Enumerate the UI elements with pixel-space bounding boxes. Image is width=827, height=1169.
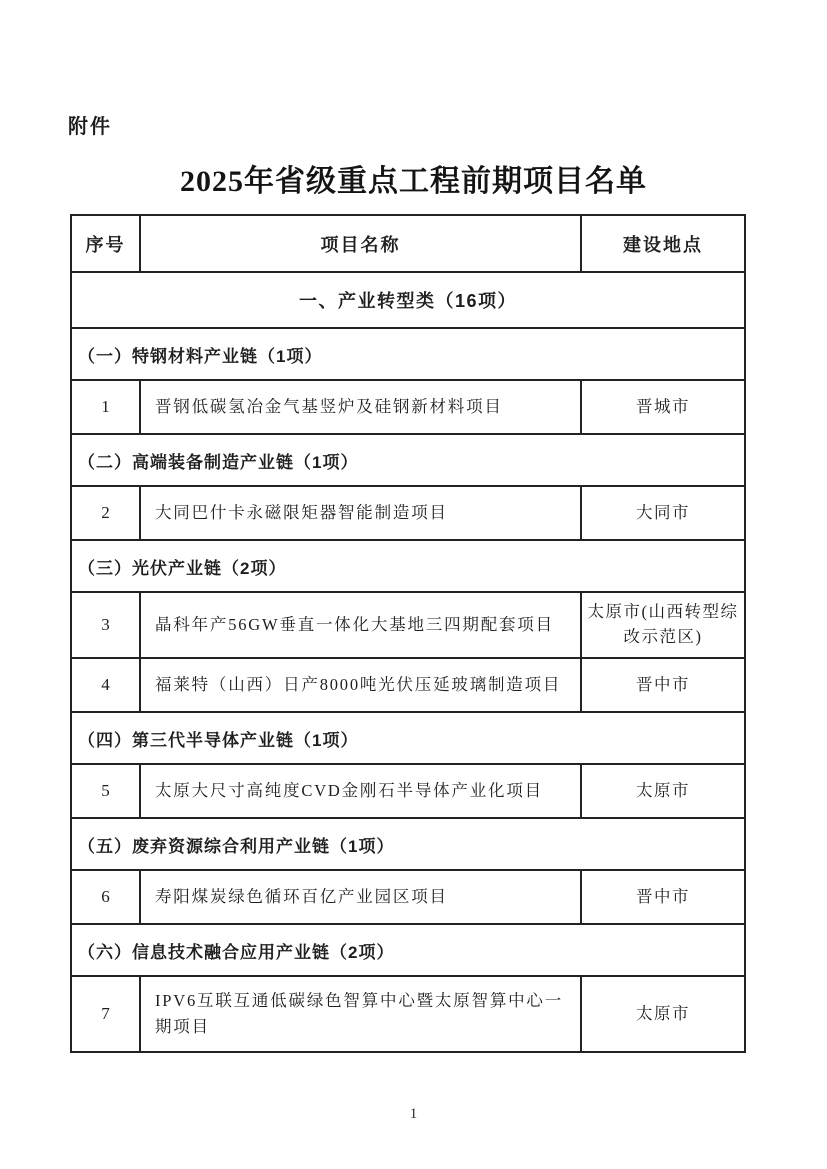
project-location: 太原市 <box>581 976 745 1052</box>
project-name: IPV6互联互通低碳绿色智算中心暨太原智算中心一期项目 <box>140 976 581 1052</box>
project-table <box>70 214 746 1053</box>
subsection-row-information-technology <box>71 924 745 976</box>
column-header-no: 序号 <box>71 215 140 272</box>
table-row <box>71 486 745 540</box>
project-location: 大同市 <box>581 486 745 540</box>
table-header-row <box>71 215 745 272</box>
project-location: 晋中市 <box>581 870 745 924</box>
project-no: 4 <box>71 658 140 712</box>
subsection-title: （五）废弃资源综合利用产业链（1项） <box>71 818 745 870</box>
subsection-row-photovoltaic <box>71 540 745 592</box>
page-title: 2025年省级重点工程前期项目名单 <box>180 165 647 198</box>
project-no: 5 <box>71 764 140 818</box>
table-row <box>71 870 745 924</box>
table-row <box>71 976 745 1052</box>
column-header-name: 项目名称 <box>140 215 581 272</box>
section-title: 一、产业转型类（16项） <box>71 272 745 328</box>
project-no: 6 <box>71 870 140 924</box>
subsection-row-semiconductor <box>71 712 745 764</box>
table-row <box>71 658 745 712</box>
table-row <box>71 764 745 818</box>
subsection-title: （六）信息技术融合应用产业链（2项） <box>71 924 745 976</box>
subsection-title: （三）光伏产业链（2项） <box>71 540 745 592</box>
subsection-row-special-steel <box>71 328 745 380</box>
table-row <box>71 592 745 658</box>
project-name: 太原大尺寸高纯度CVD金刚石半导体产业化项目 <box>140 764 581 818</box>
column-header-location: 建设地点 <box>581 215 745 272</box>
project-no: 7 <box>71 976 140 1052</box>
project-table-container <box>70 214 746 1053</box>
project-name: 寿阳煤炭绿色循环百亿产业园区项目 <box>140 870 581 924</box>
subsection-row-waste-resources <box>71 818 745 870</box>
subsection-title: （二）高端装备制造产业链（1项） <box>71 434 745 486</box>
subsection-title: （一）特钢材料产业链（1项） <box>71 328 745 380</box>
page-number: 1 <box>409 1106 418 1122</box>
project-no: 3 <box>71 592 140 658</box>
project-name: 大同巴什卡永磁限矩器智能制造项目 <box>140 486 581 540</box>
subsection-row-high-end-equipment <box>71 434 745 486</box>
project-location: 晋城市 <box>581 380 745 434</box>
project-no: 2 <box>71 486 140 540</box>
attachment-label: 附件 <box>68 116 112 138</box>
project-location: 晋中市 <box>581 658 745 712</box>
section-row-industry-transformation <box>71 272 745 328</box>
table-row <box>71 380 745 434</box>
project-name: 福莱特（山西）日产8000吨光伏压延玻璃制造项目 <box>140 658 581 712</box>
project-no: 1 <box>71 380 140 434</box>
project-name: 晶科年产56GW垂直一体化大基地三四期配套项目 <box>140 592 581 658</box>
project-name: 晋钢低碳氢冶金气基竖炉及硅钢新材料项目 <box>140 380 581 434</box>
project-location: 太原市 <box>581 764 745 818</box>
project-location: 太原市(山西转型综改示范区) <box>581 592 745 658</box>
subsection-title: （四）第三代半导体产业链（1项） <box>71 712 745 764</box>
